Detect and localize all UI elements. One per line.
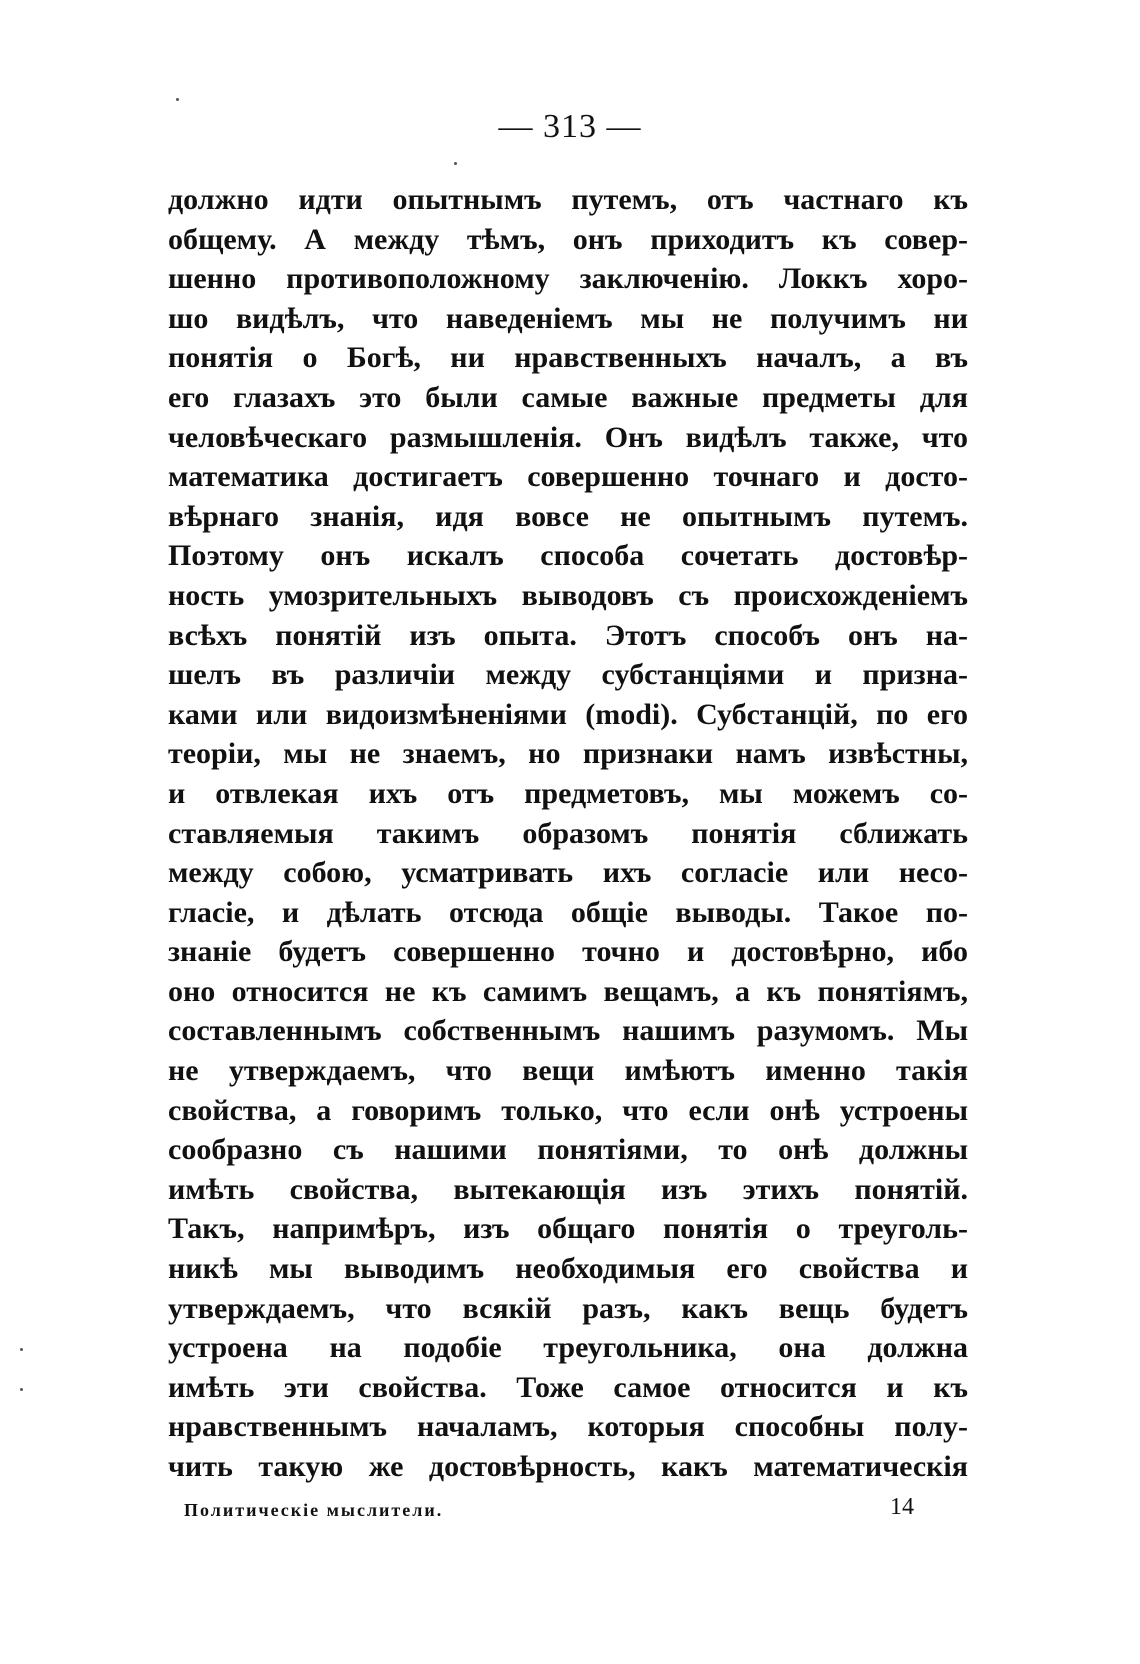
text-line: его глазахъ это были самые важные предметы для <box>168 380 968 414</box>
text-line: человѣческаго размышленія. Онъ видѣлъ также, что <box>168 420 968 454</box>
sheet-number: 14 <box>890 1494 914 1520</box>
text-line: не утверждаемъ, что вещи имѣютъ именно такія <box>168 1054 968 1088</box>
text-line: между собою, усматривать ихъ согласіе или несо- <box>168 856 968 890</box>
text-line: Поэтому онъ искалъ способа сочетать достовѣр- <box>168 539 968 573</box>
text-line: никѣ мы выводимъ необходимыя его свойства и <box>168 1252 968 1286</box>
text-line: должно идти опытнымъ путемъ, отъ частнаго къ <box>168 183 968 216</box>
text-line: всѣхъ понятій изъ опыта. Этотъ способъ онъ на- <box>168 618 968 652</box>
text-line: понятія о Богѣ, ни нравственныхъ началъ, а въ <box>168 341 968 375</box>
text-line: ками или видоизмѣненіями (modi). Субстанцій, по его <box>168 697 968 731</box>
text-line: шо видѣлъ, что наведеніемъ мы не получимъ ни <box>168 301 968 335</box>
text-line: знаніе будетъ совершенно точно и достовѣрно, ибо <box>168 935 968 969</box>
text-line: вѣрнаго знанія, идя вовсе не опытнымъ путемъ. <box>168 499 968 533</box>
text-line: нравственнымъ началамъ, которыя способны полу- <box>168 1410 968 1444</box>
page-number: — 313 — <box>498 108 642 145</box>
text-line: ставляемыя такимъ образомъ понятія сближать <box>168 816 968 850</box>
text-line: Такъ, напримѣръ, изъ общаго понятія о треуголь- <box>168 1212 968 1246</box>
text-line: и отвлекая ихъ отъ предметовъ, мы можемъ со- <box>168 776 968 810</box>
text-line: ность умозрительныхъ выводовъ съ происхожденіемъ <box>168 578 968 612</box>
text-line: общему. А между тѣмъ, онъ приходитъ къ совер- <box>168 222 968 256</box>
signature-mark: Политическіе мыслители. <box>184 1500 444 1520</box>
print-speck <box>20 1348 23 1351</box>
text-line: оно относится не къ самимъ вещамъ, а къ понятіямъ, <box>168 974 968 1008</box>
text-line: шенно противоположному заключенію. Локкъ хоро- <box>168 262 968 296</box>
text-line: имѣть эти свойства. Тоже самое относится и къ <box>168 1370 968 1404</box>
text-line: свойства, а говоримъ только, что если онѣ устроены <box>168 1093 968 1127</box>
text-line: математика достигаетъ совершенно точнаго и досто- <box>168 460 968 494</box>
text-line: чить такую же достовѣрность, какъ математическія <box>168 1450 968 1483</box>
text-line: составленнымъ собственнымъ нашимъ разумомъ. Мы <box>168 1014 968 1048</box>
text-line: имѣть свойства, вытекающія изъ этихъ понятій. <box>168 1172 968 1206</box>
print-speck <box>454 162 457 165</box>
text-line: теоріи, мы не знаемъ, но признаки намъ извѣстны, <box>168 737 968 771</box>
text-line: устроена на подобіе треугольника, она должна <box>168 1331 968 1365</box>
text-line: шелъ въ различіи между субстанціями и призна- <box>168 658 968 692</box>
print-speck <box>176 98 179 101</box>
print-speck <box>20 1388 23 1391</box>
text-line: гласіе, и дѣлать отсюда общіе выводы. Такое по- <box>168 895 968 929</box>
body-text <box>168 180 968 1487</box>
text-line: утверждаемъ, что всякій разъ, какъ вещь будетъ <box>168 1291 968 1325</box>
text-line: сообразно съ нашими понятіями, то онѣ должны <box>168 1133 968 1167</box>
